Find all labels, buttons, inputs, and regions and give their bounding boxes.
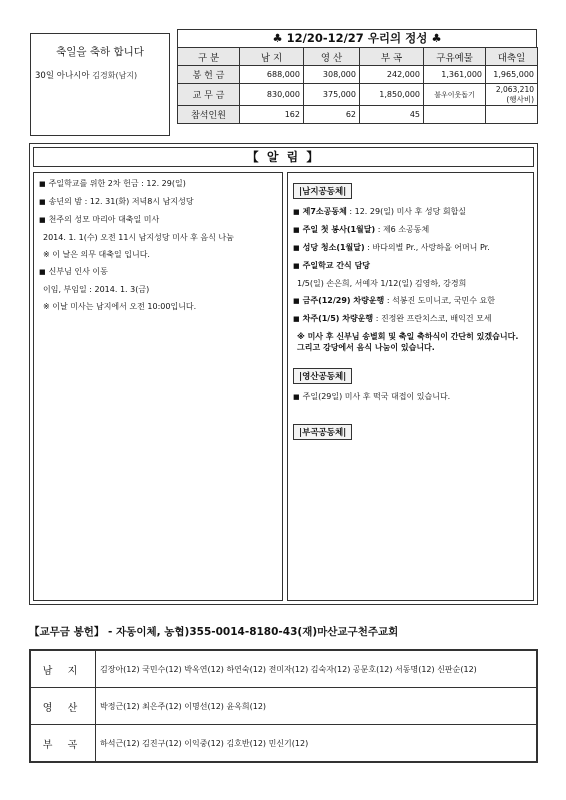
- notice-item: ■ 천주의 성모 마리아 대축일 미사: [39, 214, 277, 226]
- notice-item: [293, 391, 528, 403]
- notice-title: 【 알 림 】: [33, 147, 534, 167]
- notice-item-label: 주일 첫 봉사(1월달): [302, 225, 376, 234]
- notice-item-text: : 12. 29(일) 미사 후 성당 회합실: [346, 207, 467, 216]
- notice-item-label: 제7소공동체: [302, 207, 347, 216]
- names-row: [31, 651, 537, 688]
- names-grid: [30, 650, 537, 762]
- notice-item-label: 금주(12/29) 차량운행: [302, 296, 385, 305]
- offering-cell: 242,000: [360, 66, 424, 84]
- notice-item: ※ 이 날은 의무 대축일 입니다.: [43, 250, 150, 259]
- offering-table: [177, 29, 537, 132]
- notice-item: [293, 295, 528, 307]
- notice-item-text: 주일(29일) 미사 후 떡국 대접이 있습니다.: [302, 392, 451, 401]
- offering-cell: 1,361,000: [424, 66, 486, 84]
- names-list: 하석근(12) 김진구(12) 이익중(12) 김호반(12) 민신기(12): [96, 725, 537, 762]
- notice-item-text: ※ 미사 후 신부님 송별회 및 축일 축하식이 간단히 있겠습니다. 그리고 강당에서 음식 나눔이 있습니다.: [297, 332, 519, 352]
- notice-item-text: : 제6 소공동체: [375, 225, 430, 234]
- community-section-title: |영산공동체|: [293, 368, 352, 384]
- offering-cell: 308,000: [304, 66, 360, 84]
- offering-header: 구유예물: [424, 48, 486, 66]
- notice-item: 2014. 1. 1(수) 오전 11시 남지성당 미사 후 음식 나눔: [43, 233, 234, 242]
- offering-header: 대축일: [486, 48, 538, 66]
- names-table: [29, 649, 538, 763]
- notice-item: [293, 313, 528, 325]
- offering-cell: 162: [240, 106, 304, 124]
- notice-item: 이임, 부임일 : 2014. 1. 3(금): [43, 285, 150, 294]
- offering-cell: 45: [360, 106, 424, 124]
- offering-row: [178, 84, 538, 106]
- offering-row: [178, 106, 538, 124]
- offering-cell: 830,000: [240, 84, 304, 106]
- offering-cell: 불우이웃돕기: [424, 84, 486, 106]
- offering-cell: 688,000: [240, 66, 304, 84]
- offering-cell-value: 2,063,210: [495, 85, 534, 94]
- names-label: 영 산: [31, 688, 96, 725]
- names-label: 남 지: [31, 651, 96, 688]
- offering-header: 남 지: [240, 48, 304, 66]
- community-section-title: |남지공동체|: [293, 183, 352, 199]
- offering-cell: [486, 106, 538, 124]
- offering-title: ♣ 12/20-12/27 우리의 정성 ♣: [177, 29, 537, 47]
- notice-item: ■ 신부님 인사 이동: [39, 266, 277, 278]
- notice-item: ■ 송년의 밤 : 12. 31(화) 저녁8시 남지성당: [39, 196, 277, 208]
- offering-row-label: 교 무 금: [178, 84, 240, 106]
- notice-right-column: [287, 172, 534, 601]
- birthday-box: [30, 33, 170, 136]
- notice-item: [293, 206, 528, 218]
- offering-header: 구 분: [178, 48, 240, 66]
- birthday-entry: [31, 69, 169, 81]
- offering-cell-multi: [486, 84, 538, 106]
- offering-header: 영 산: [304, 48, 360, 66]
- notice-item: [293, 278, 528, 289]
- offering-row-label: 봉 헌 금: [178, 66, 240, 84]
- offering-header-row: [178, 48, 538, 66]
- names-row: [31, 688, 537, 725]
- offering-cell-note: (행사비): [506, 95, 534, 104]
- notice-item-label: 차주(1/5) 차량운행: [302, 314, 374, 323]
- notice-item-label: 성당 청소(1월달): [302, 243, 365, 252]
- offering-cell: 375,000: [304, 84, 360, 106]
- offering-row-label: 참석인원: [178, 106, 240, 124]
- birthday-entry-date: 30일 아나시아: [35, 71, 90, 81]
- offering-row: [178, 66, 538, 84]
- offering-header: 부 곡: [360, 48, 424, 66]
- notice-item: [293, 224, 528, 236]
- community-section-title: |부곡공동체|: [293, 424, 352, 440]
- notice-item: ※ 이날 미사는 남지에서 오전 10:00입니다.: [43, 302, 197, 311]
- offering-cell: 62: [304, 106, 360, 124]
- birthday-entry-name: 김경화(남지): [92, 71, 138, 80]
- notice-item: [293, 331, 528, 353]
- notice-item-text: : 바다의별 Pr., 사랑하올 어머니 Pr.: [364, 243, 490, 252]
- offering-cell: 1,965,000: [486, 66, 538, 84]
- names-label: 부 곡: [31, 725, 96, 762]
- notice-item: [293, 242, 528, 254]
- names-row: [31, 725, 537, 762]
- notice-item-text: : 석봉진 도미니코, 국민수 요한: [384, 296, 495, 305]
- offering-cell: 1,850,000: [360, 84, 424, 106]
- birthday-title: 축일을 축하 합니다: [56, 46, 144, 58]
- notice-item: [293, 260, 528, 272]
- notice-item: ■ 주일학교를 위한 2차 헌금 : 12. 29(일): [39, 178, 277, 190]
- notice-item-label: 주일학교 간식 담당: [302, 261, 371, 270]
- notice-box: [29, 143, 538, 605]
- notice-item-text: : 진정완 프란치스코, 배익건 모세: [373, 314, 492, 323]
- names-list: 박정근(12) 최은주(12) 이명선(12) 윤옥희(12): [96, 688, 537, 725]
- notice-left-column: [33, 172, 283, 601]
- notice-item-text: 1/5(일) 손은희, 서예자 1/12(일) 김영하, 강경희: [297, 279, 467, 288]
- bank-transfer-info: 【교무금 봉헌】 - 자동이체, 농협)355-0014-8180-43(재)마산교구천주교회: [29, 626, 399, 638]
- names-list: 김장아(12) 국민수(12) 박옥연(12) 하연숙(12) 전미자(12) 김숙자(12) 공문호(12) 서동명(12) 신판순(12): [96, 651, 537, 688]
- offering-grid: [177, 47, 538, 124]
- offering-cell: [424, 106, 486, 124]
